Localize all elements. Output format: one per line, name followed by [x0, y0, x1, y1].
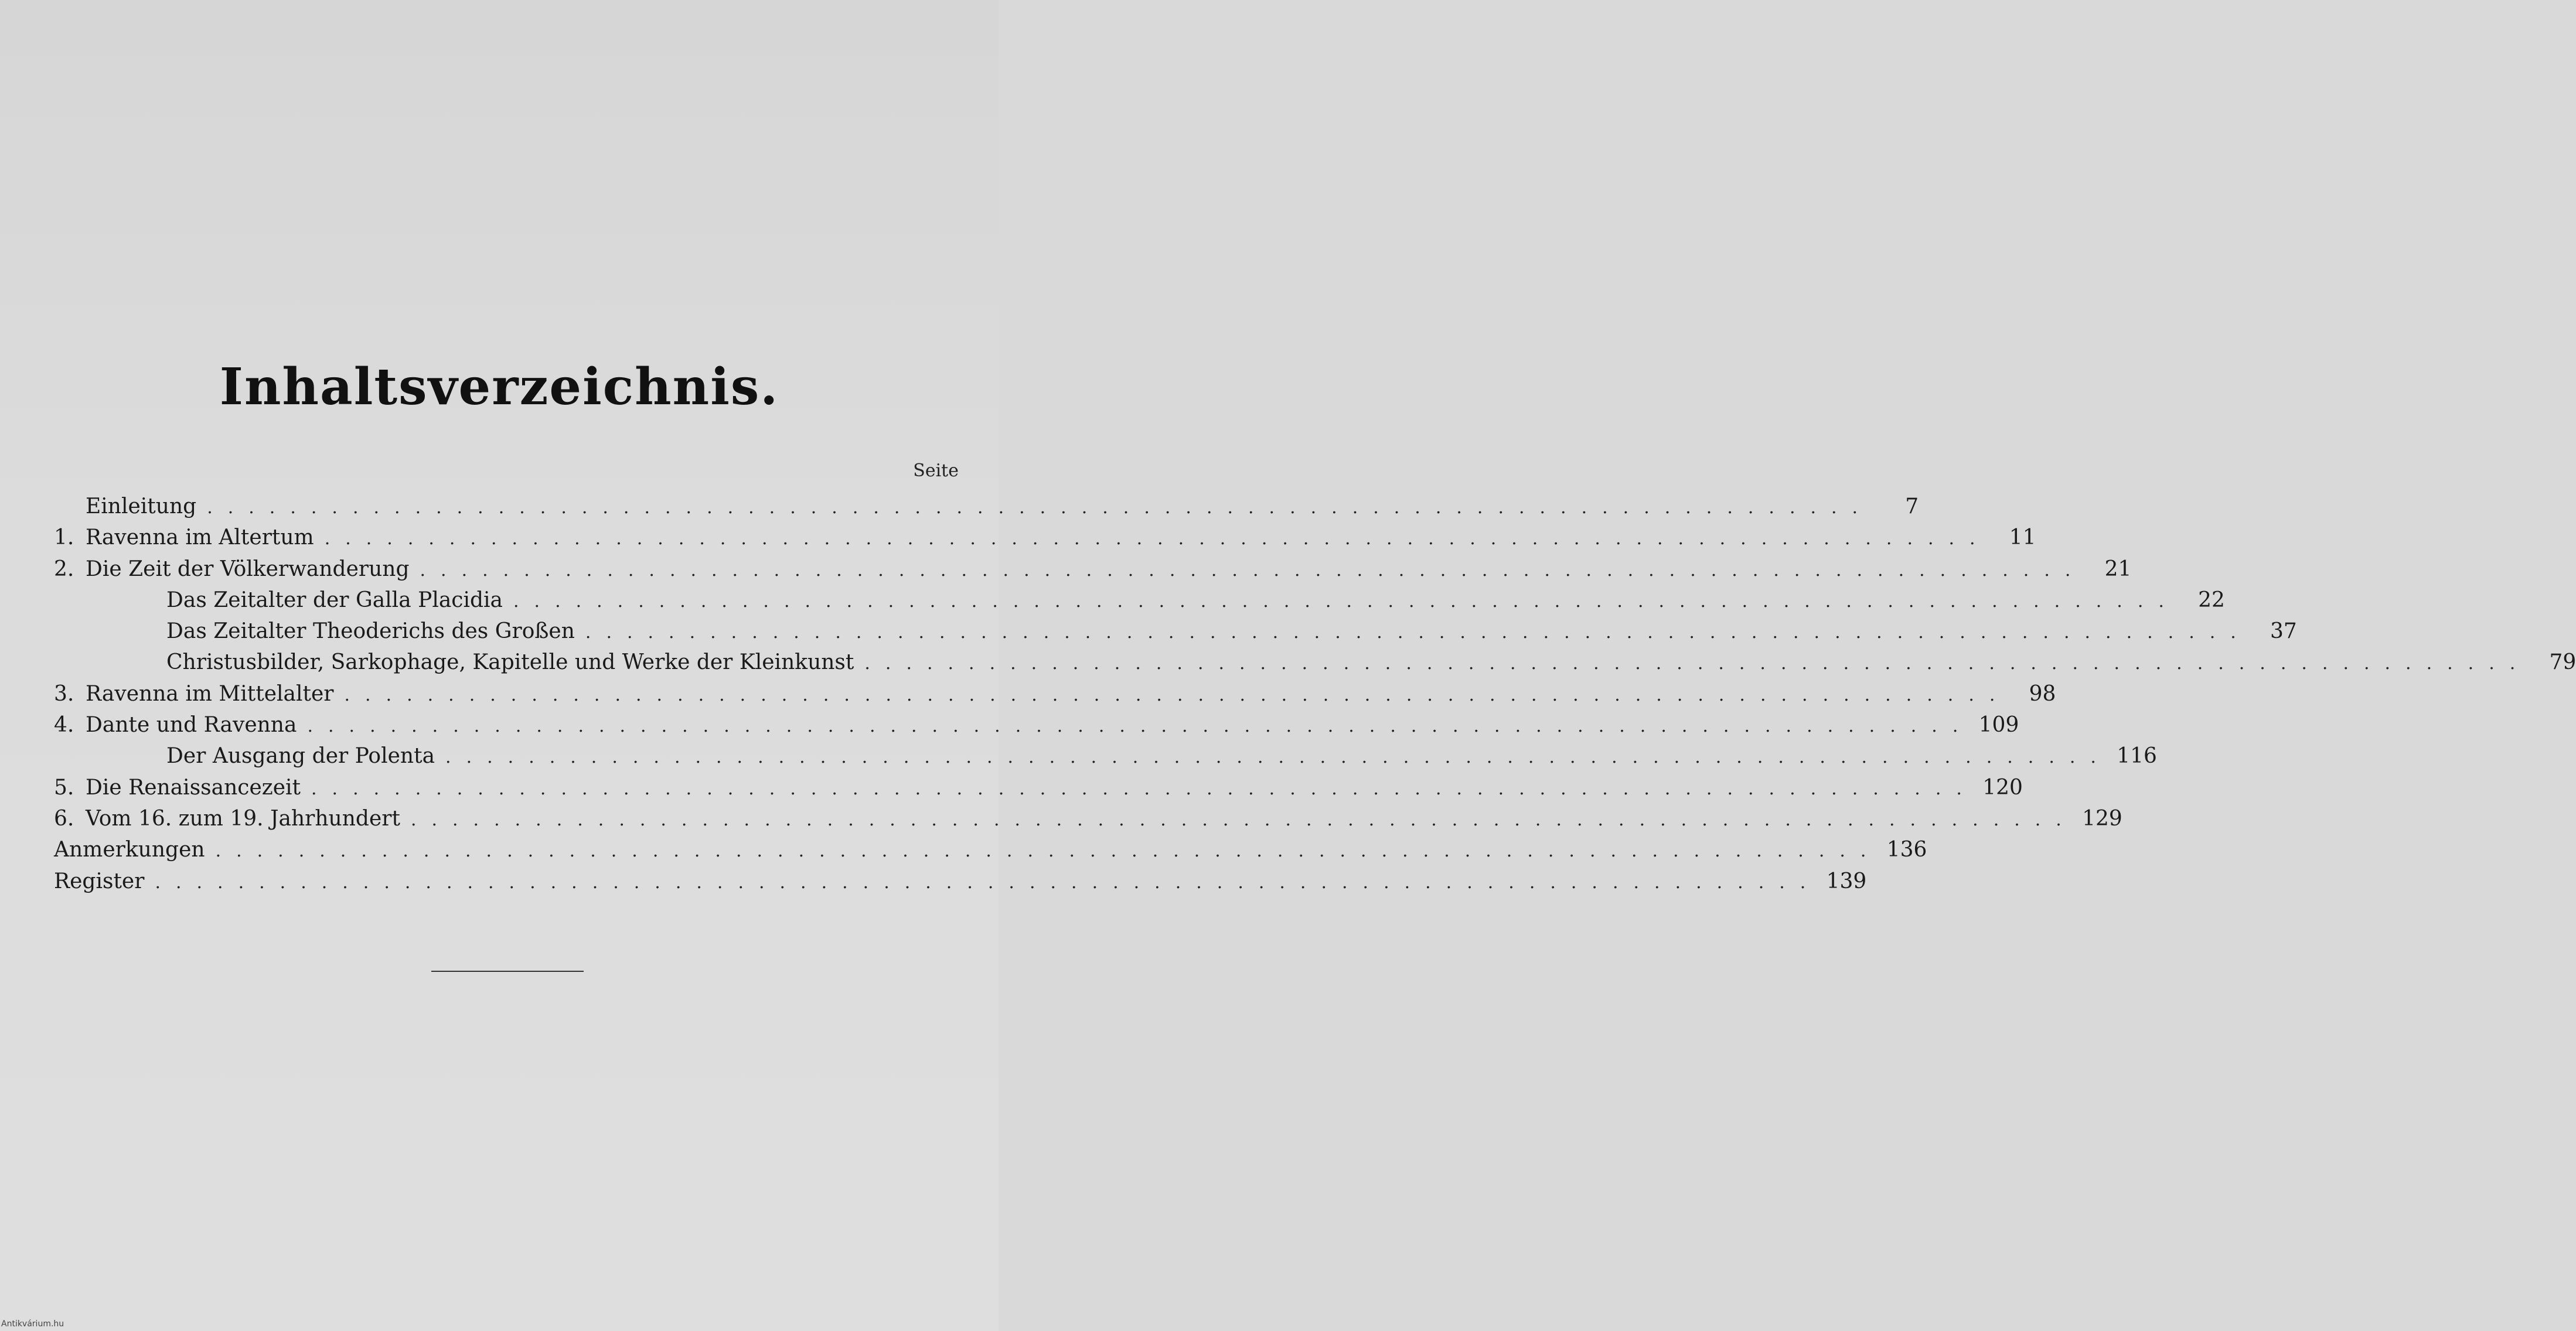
dot-leader: ................................................................................	[344, 684, 2011, 705]
dot-leader: ................................................................................	[420, 559, 2086, 581]
toc-entry	[54, 740, 2157, 772]
toc-entry-page: 21	[2104, 557, 2132, 581]
page-title: Inhaltsverzeichnis.	[219, 357, 779, 417]
dot-leader: ................................................................................	[155, 872, 1821, 893]
toc-entry-page: 79	[2549, 650, 2576, 675]
toc-entry-title: Der Ausgang der Polenta	[166, 744, 435, 769]
toc-entry-title: Dante und Ravenna	[86, 713, 297, 738]
toc-entry-title: Einleitung	[86, 494, 197, 518]
toc-entry-page: 37	[2270, 619, 2297, 644]
toc-entry	[54, 554, 2132, 585]
toc-entry	[54, 491, 1919, 522]
toc-entry	[54, 709, 2019, 740]
toc-entry-page: 120	[1982, 775, 2023, 800]
toc-entry-number: 2.	[54, 557, 74, 581]
watermark: Antikvárium.hu	[1, 1319, 64, 1329]
toc-entry-title: Christusbilder, Sarkophage, Kapitelle und Werke der Kleinkunst	[166, 650, 854, 675]
toc-entry-title: Das Zeitalter der Galla Placidia	[166, 588, 503, 612]
toc-entry-page: 116	[2117, 744, 2157, 769]
toc-entry-number: 4.	[54, 713, 74, 738]
dot-leader: ................................................................................	[585, 622, 2251, 643]
toc-entry-title: Ravenna im Mittelalter	[86, 681, 334, 706]
toc-entry-title: Die Renaissancezeit	[86, 775, 301, 800]
page-column-header: Seite	[913, 460, 959, 481]
toc-entry-title: Vom 16. zum 19. Jahrhundert	[86, 806, 400, 831]
toc-entry	[54, 866, 1867, 897]
toc-entry	[54, 772, 2023, 803]
toc-entry-title: Das Zeitalter Theoderichs des Großen	[166, 619, 575, 644]
toc-entry-page: 136	[1886, 838, 1927, 862]
toc-entry	[54, 803, 2122, 834]
toc-entry-title: Anmerkungen	[54, 838, 205, 862]
dot-leader: ................................................................................	[513, 591, 2179, 612]
toc-entry	[54, 616, 2297, 647]
dot-leader: ................................................................................	[864, 653, 2531, 674]
toc-entry-number: 1.	[54, 525, 74, 550]
toc-entry-number: 6.	[54, 806, 74, 831]
toc-entry-page: 129	[2082, 806, 2122, 831]
toc-entry-page: 139	[1826, 869, 1867, 893]
dot-leader: ................................................................................	[445, 747, 2111, 768]
closing-rule	[431, 971, 584, 972]
toc-entry-page: 109	[1978, 713, 2019, 738]
toc-entry-number: 3.	[54, 681, 74, 706]
toc-entry-page: 22	[2198, 588, 2225, 612]
dot-leader: ................................................................................	[410, 809, 2077, 830]
toc-entry-page: 98	[2029, 681, 2056, 706]
dot-leader: ................................................................................	[207, 497, 1873, 518]
toc-entry-title: Register	[54, 869, 145, 893]
dot-leader: ................................................................................	[324, 528, 1991, 550]
toc-entry	[54, 522, 2036, 553]
toc-entry	[54, 647, 2576, 678]
toc-entry	[54, 585, 2225, 616]
dot-leader: ................................................................................	[307, 716, 1974, 737]
dot-leader: ................................................................................	[311, 778, 1977, 799]
table-of-contents	[54, 491, 2576, 897]
toc-entry-page: 11	[2009, 525, 2036, 550]
toc-entry-number: 5.	[54, 775, 74, 800]
toc-entry-title: Ravenna im Altertum	[86, 525, 314, 550]
toc-entry	[54, 678, 2056, 709]
toc-entry	[54, 834, 1927, 865]
toc-entry-page: 7	[1905, 494, 1919, 518]
toc-entry-title: Die Zeit der Völkerwanderung	[86, 557, 410, 581]
dot-leader: ................................................................................	[215, 841, 1882, 862]
